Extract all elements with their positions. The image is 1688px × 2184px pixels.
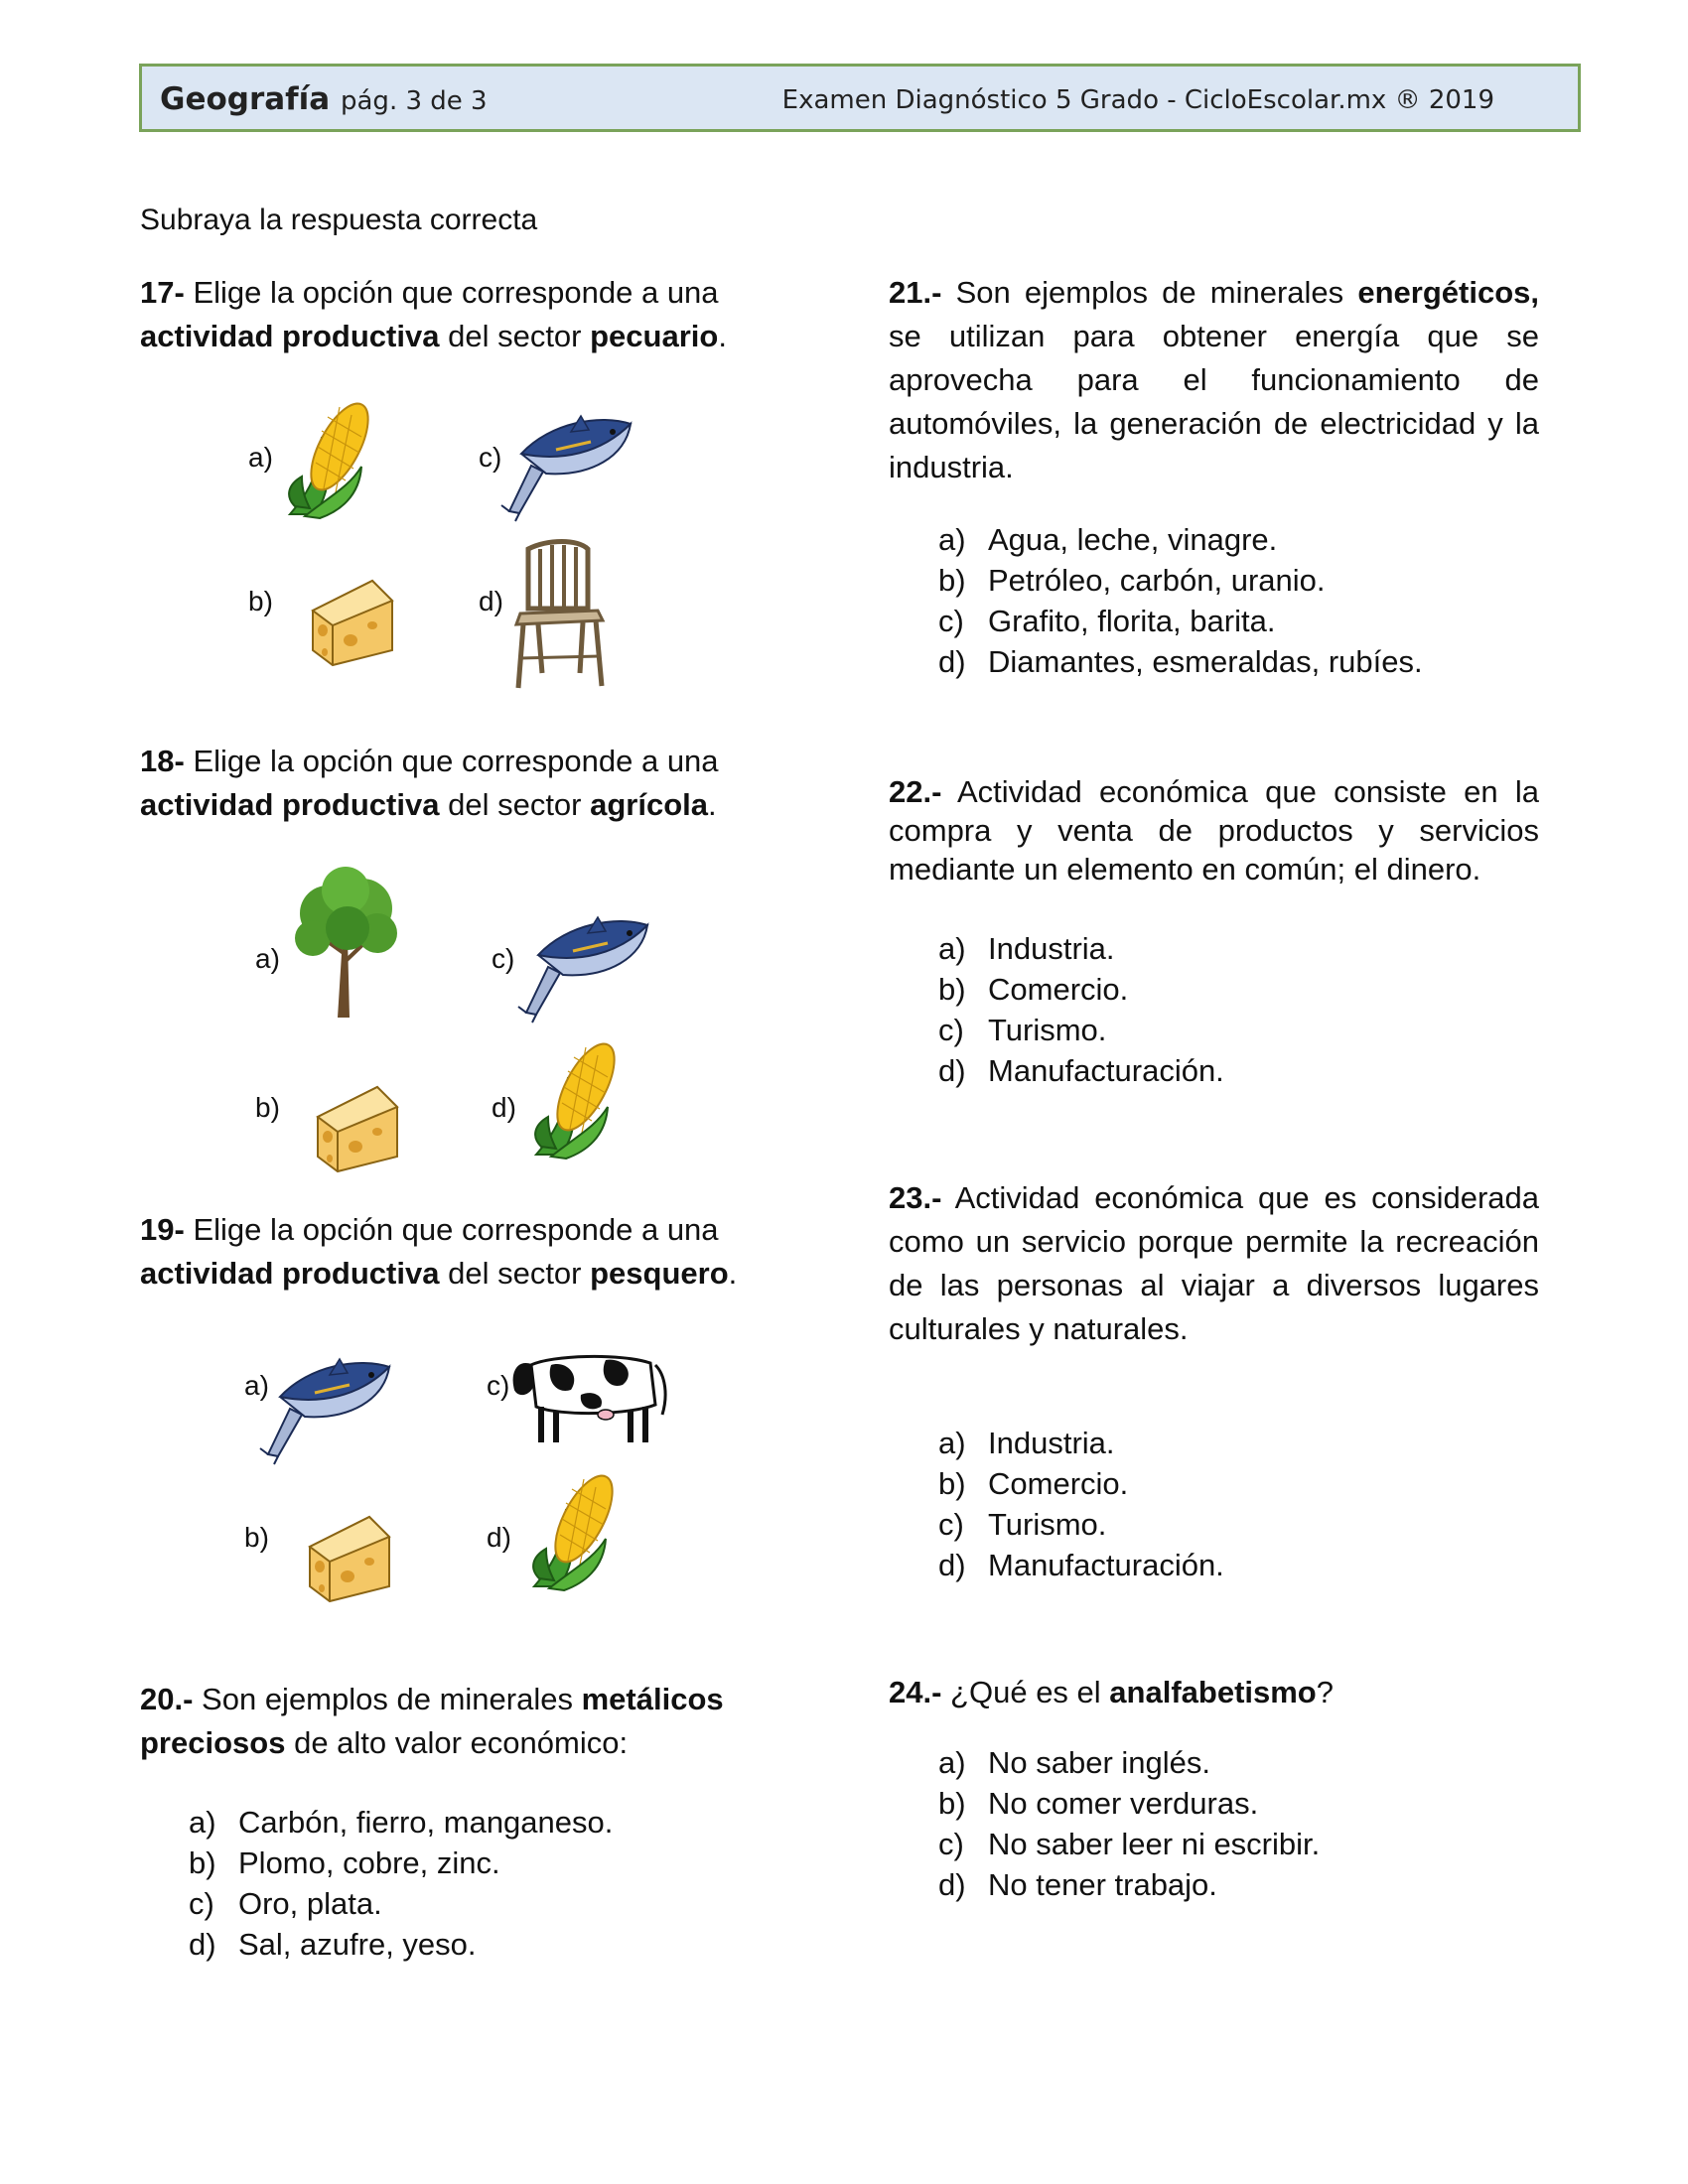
exam-title: Examen Diagnóstico 5 Grado - CicloEscolar.mx ® 2019	[781, 85, 1494, 115]
question-22: 22.- Actividad económica que consiste en la compra y venta de productos y servicios mediante un elemento en común; el dinero.	[889, 774, 1539, 887]
option-item[interactable]: d) Diamantes, esmeraldas, rubíes.	[938, 644, 1423, 679]
question-24: 24.- ¿Qué es el analfabetismo?	[889, 1675, 1334, 1709]
option-item[interactable]: c) Turismo.	[938, 1013, 1107, 1047]
question-18: 18- Elige la opción que corresponde a una actividad productiva del sector agrícola.	[140, 744, 719, 822]
page-header	[139, 64, 1581, 132]
option-item[interactable]: c) Grafito, florita, barita.	[938, 604, 1276, 638]
option-item[interactable]: a) Carbón, fierro, manganeso.	[189, 1805, 614, 1840]
fish-icon	[518, 903, 647, 1023]
question-20: 20.- Son ejemplos de minerales metálicos preciosos de alto valor económico:	[140, 1682, 724, 1760]
q23-options	[938, 1423, 1224, 1585]
option-item[interactable]: b) Petróleo, carbón, uranio.	[938, 563, 1326, 598]
option-item[interactable]: c) Turismo.	[938, 1507, 1107, 1542]
q18-option-d[interactable]: d)	[492, 1092, 516, 1123]
instructions: Subraya la respuesta correcta	[140, 204, 538, 236]
q24-options	[938, 1742, 1320, 1905]
option-item[interactable]: c) No saber leer ni escribir.	[938, 1827, 1321, 1861]
option-item[interactable]: b) Comercio.	[938, 1466, 1129, 1501]
option-item[interactable]: b) Plomo, cobre, zinc.	[189, 1845, 500, 1880]
question-23: 23.- Actividad económica que es considerada como un servicio porque permite la recreación de las personas al viajar a diversos lugares culturales y naturales.	[889, 1180, 1539, 1346]
q19-option-c[interactable]: c)	[487, 1370, 510, 1401]
q19-option-a[interactable]: a)	[244, 1370, 269, 1401]
corn-icon	[280, 397, 399, 526]
q19-option-d[interactable]: d)	[487, 1522, 511, 1553]
q20-options	[189, 1802, 613, 1965]
cheese-icon	[300, 1507, 399, 1601]
option-item[interactable]: b) Comercio.	[938, 972, 1129, 1007]
option-item[interactable]: a) Agua, leche, vinagre.	[938, 522, 1278, 557]
option-item[interactable]: d) Sal, azufre, yeso.	[189, 1927, 477, 1962]
question-21: 21.- Son ejemplos de minerales energéticos, se utilizan para obtener energía que se aprovecha para el funcionamiento de automóviles, la generación de electricidad y la industria.	[889, 275, 1539, 484]
tree-icon	[288, 869, 412, 1023]
fish-icon	[501, 402, 631, 521]
fish-icon	[260, 1345, 384, 1464]
option-item[interactable]: a) Industria.	[938, 1426, 1115, 1460]
option-item[interactable]: d) Manufacturación.	[938, 1548, 1224, 1582]
q18-option-c[interactable]: c)	[492, 943, 515, 974]
option-item[interactable]: b) No comer verduras.	[938, 1786, 1259, 1821]
chair-icon	[508, 539, 608, 693]
corn-icon	[524, 1469, 643, 1603]
question-19: 19- Elige la opción que corresponde a una actividad productiva del sector pesquero.	[140, 1212, 738, 1291]
q17-option-c[interactable]: c)	[479, 442, 502, 473]
cheese-icon	[303, 571, 397, 665]
q18-option-a[interactable]: a)	[255, 943, 280, 974]
option-item[interactable]: d) No tener trabajo.	[938, 1867, 1217, 1902]
q17-option-a[interactable]: a)	[248, 442, 273, 473]
q19-option-b[interactable]: b)	[244, 1522, 269, 1553]
corn-icon	[526, 1037, 645, 1171]
option-item[interactable]: a) No saber inglés.	[938, 1745, 1211, 1780]
q22-options	[938, 928, 1224, 1091]
option-item[interactable]: c) Oro, plata.	[189, 1886, 382, 1921]
q17-option-b[interactable]: b)	[248, 586, 273, 616]
subject-title: Geografía pág. 3 de 3	[160, 81, 488, 117]
cheese-icon	[308, 1077, 407, 1171]
q21-options	[938, 519, 1423, 682]
page-number: pág. 3 de 3	[341, 86, 488, 116]
option-item[interactable]: a) Industria.	[938, 931, 1115, 966]
q17-option-d[interactable]: d)	[479, 586, 503, 616]
question-17: 17- Elige la opción que corresponde a una actividad productiva del sector pecuario.	[140, 275, 727, 353]
option-item[interactable]: d) Manufacturación.	[938, 1053, 1224, 1088]
cow-icon	[511, 1335, 670, 1449]
q18-option-b[interactable]: b)	[255, 1092, 280, 1123]
